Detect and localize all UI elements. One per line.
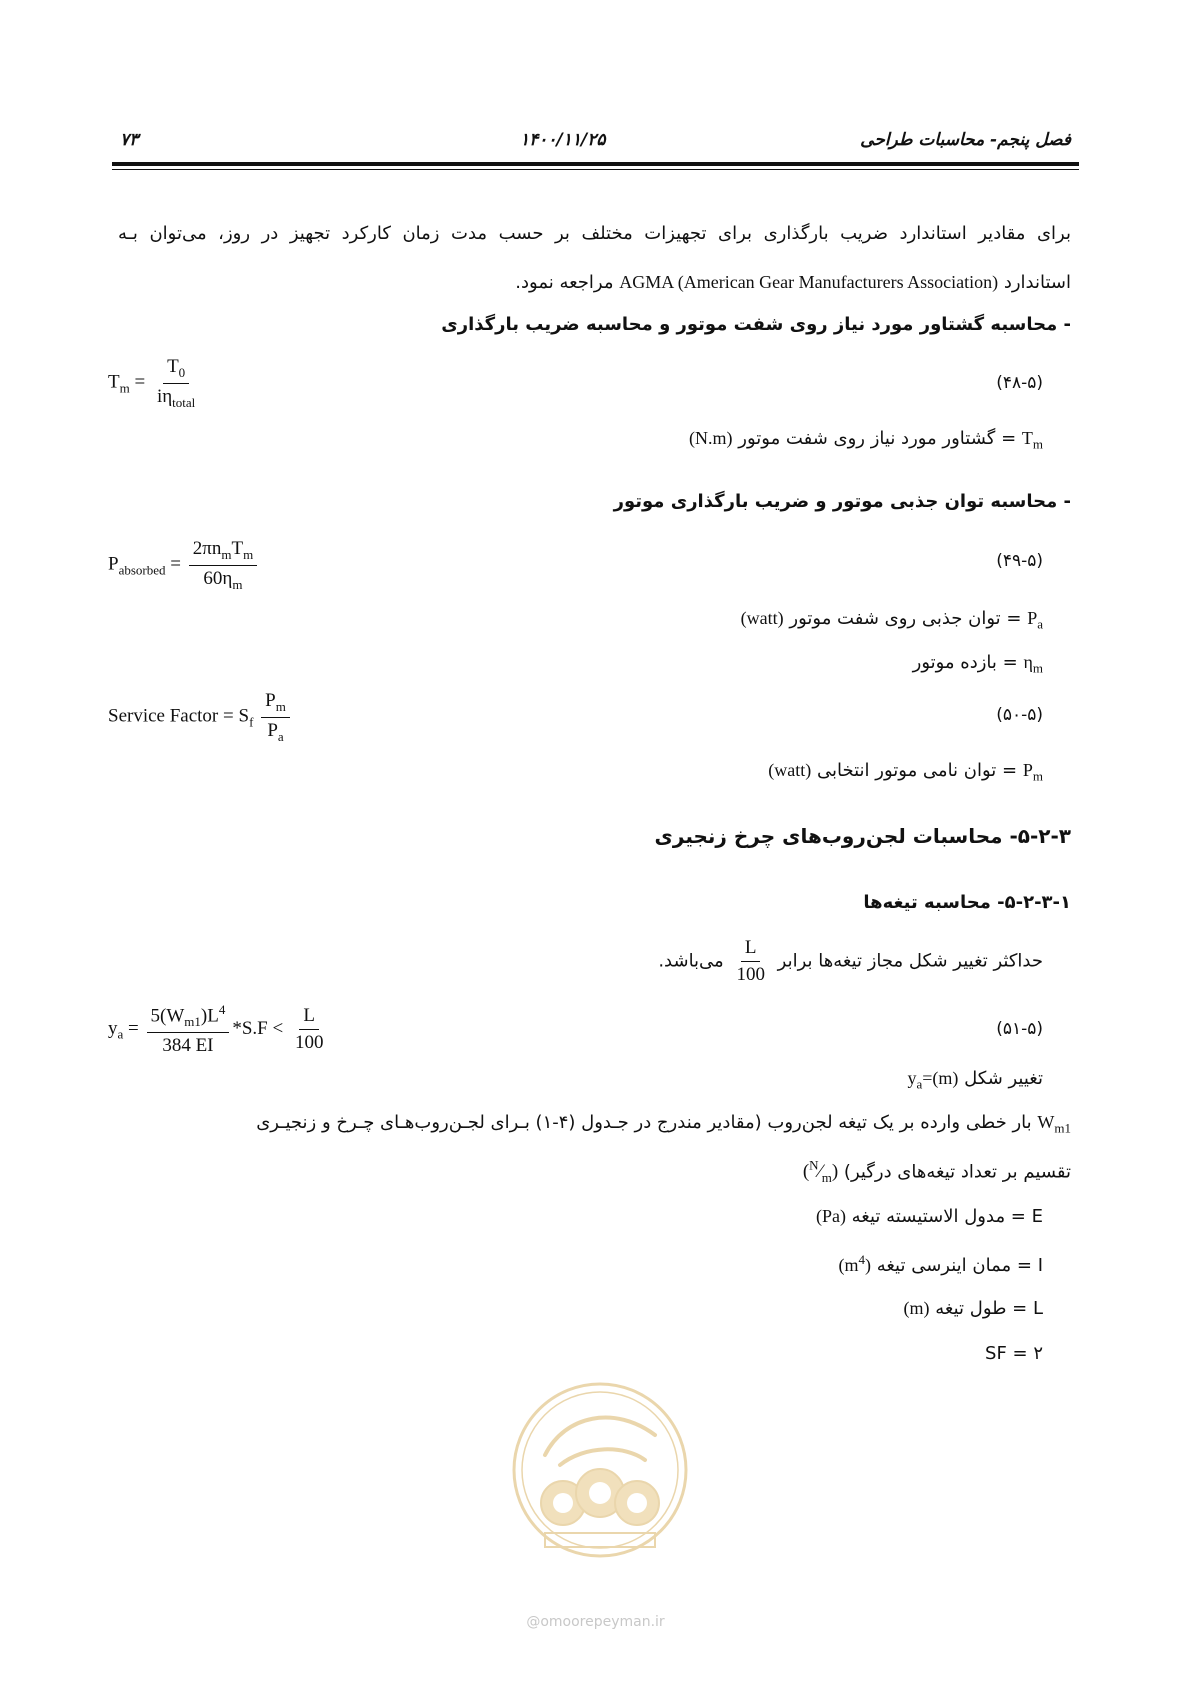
intro-paragraph [118,210,1071,307]
definition-wm1: $W_{m1}$ بار خطی وارده بر یک تیغه لجن‌روب (مقادیر مندرج در جـدول (۴-۱) بـرای لجـن‌روب‌هـای چـرخ و زنجیـری [256,1112,1071,1136]
header-date: ۱۴۰۰/۱۱/۲۵ [520,130,606,150]
definition-e: E = مدول الاستیسته تیغه (Pa) [815,1206,1043,1227]
definition-eta: $\eta_m$ = بازده موتور [912,652,1043,676]
chapter-header: فصل پنجم- محاسبات طراحی [860,130,1071,150]
subsection-heading-blades: ۵-۲-۳-۱- محاسبه تیغه‌ها [863,892,1071,913]
section-heading-power: - محاسبه توان جذبی موتور و ضریب بارگذاری موتور [613,491,1071,512]
header-rule-thick [112,162,1079,166]
formula-48: $T_m$ = $\frac{T_0}{i\eta_{total}}$ [108,356,196,410]
agma-reference: AGMA (American Gear Manufacturers Association) [619,272,999,292]
formula-50: Service Factor = $S_f$ $\frac{P_m}{P_a}$ [108,690,293,745]
definition-pa: $P_a$ = توان جذبی روی شفت موتور (watt) [740,608,1043,632]
intro-line-1: برای مقادیر استاندارد ضریب بارگذاری برای تجهیزات مختلف بر حسب مدت زمان کارکرد تجهیز در روز، می‌توان بـه [118,223,1071,244]
page-number: ۷۳ [120,130,139,150]
header-rule-thin [112,169,1079,170]
formula-49: $P_{absorbed}$ = $\frac{2\pi n_mT_m}{60\eta_m}$ [108,538,260,593]
definition-ya: تغییر شکل $(m)=y_a$ [907,1068,1043,1092]
definition-sf: ۲ = SF [985,1343,1043,1364]
formula-51: $y_a$ = $\frac{5(W_{m1})L^4}{384 EI}$ *S.F < $\frac{L}{100}$ [108,1002,324,1057]
definition-i: I = ممان اینرسی تیغه $(m^4)$ [838,1252,1043,1276]
section-heading-chain-scrapers: ۵-۲-۳- محاسبات لجن‌روب‌های چرخ زنجیری [654,824,1071,848]
watermark-seal-logo [505,1375,695,1575]
equation-number-50: (۵۰-۵) [996,705,1043,725]
watermark-url: @omoorepeyman.ir [526,1614,665,1630]
equation-number-51: (۵۱-۵) [996,1019,1043,1039]
definition-pm: $P_m$ = توان نامی موتور انتخابی (watt) [768,760,1043,784]
definition-l: L = طول تیغه (m) [903,1298,1043,1319]
intro-line-2: استاندارد AGMA (American Gear Manufacturers Association) مراجعه نمود. [515,272,1071,293]
equation-number-48: (۴۸-۵) [996,373,1043,393]
equation-number-49: (۴۹-۵) [996,551,1043,571]
max-deflection-text: حداکثر تغییر شکل مجاز تیغه‌ها برابر $\frac{L}{100}$ می‌باشد. [658,937,1043,985]
definition-tm: $T_m$ = گشتاور مورد نیاز روی شفت موتور (N.m) [689,428,1043,452]
section-heading-torque: - محاسبه گشتاور مورد نیاز روی شفت موتور و محاسبه ضریب بارگذاری [441,314,1071,335]
definition-wm1-continued: تقسیم بر تعداد تیغه‌های درگیر) $(^N⁄_m)$ [802,1158,1071,1186]
